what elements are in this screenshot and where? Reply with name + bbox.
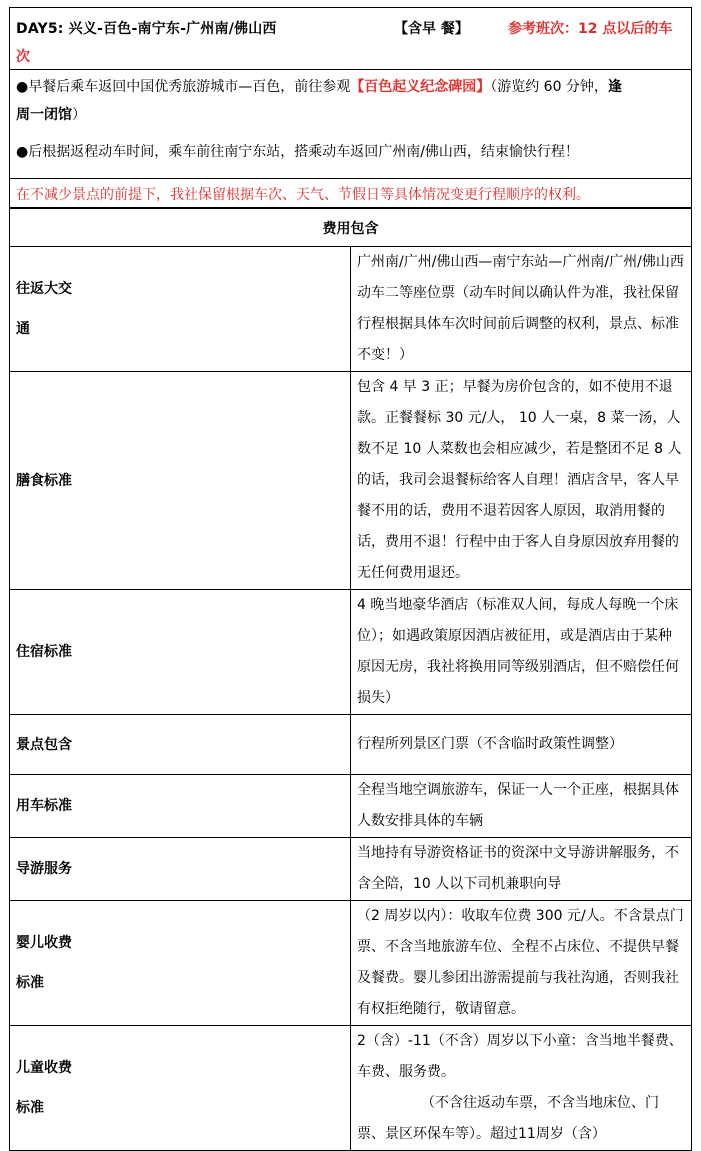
table-row	[10, 775, 692, 838]
day-header	[9, 7, 692, 69]
itinerary-page	[9, 7, 692, 1151]
train-reference: 参考班次：12 点以后的车	[508, 21, 673, 37]
closure-note: 周一闭馆	[16, 107, 72, 123]
row-value: 行程所列景区门票（不含临时政策性调整）	[351, 715, 692, 775]
row-key: 膳食标准	[10, 372, 351, 590]
schedule-notice: 在不减少景点的前提下，我社保留根据车次、天气、节假日等具体情况变更行程顺序的权利。	[9, 179, 692, 208]
table-row	[10, 715, 692, 775]
row-key: 往返大交 通	[10, 247, 351, 372]
row-key: 景点包含	[10, 715, 351, 775]
table-row	[10, 372, 692, 590]
row-value: 2（含）-11（不含）周岁以下小童：含当地半餐费、车费、服务费。 （不含往返动车票，不含当地床位、门票、景区环保车等）。超过11周岁（含）	[351, 1026, 692, 1151]
row-key: 婴儿收费 标准	[10, 901, 351, 1026]
meals-included: 【含早 餐】	[394, 21, 469, 37]
train-reference-cont: 次	[16, 49, 30, 65]
table-row	[10, 838, 692, 901]
day-title: DAY5: 兴义-百色-南宁东-广州南/佛山西	[16, 21, 277, 37]
row-key: 住宿标准	[10, 590, 351, 715]
attraction-highlight: 【百色起义纪念碑园】	[350, 79, 491, 95]
row-value: 4 晚当地豪华酒店（标准双人间，每成人每晚一个床位）；如遇政策原因酒店被征用，或是酒店由于某种原因无房，我社将换用同等级别酒店，但不赔偿任何损失）	[351, 590, 692, 715]
table-row	[10, 590, 692, 715]
row-value: 广州南/广州/佛山西—南宁东站—广州南/广州/佛山西 动车二等座位票（动车时间以确认件为准，我社保留行程根据具体车次时间前后调整的权利，景点、标准不变！）	[351, 247, 692, 372]
fees-table	[9, 208, 692, 1151]
itinerary-paragraph-1: ●早餐后乘车返回中国优秀旅游城市—百色，前往参观【百色起义纪念碑园】（游览约 60 分钟，逢 周一闭馆）	[16, 79, 622, 123]
row-value: （2 周岁以内）：收取车位费 300 元/人。不含景点门票、不含当地旅游车位、全程不占床位、不提供早餐及餐费。婴儿参团出游需提前与我社沟通，否则我社有权拒绝随行，敬请留意。	[351, 901, 692, 1026]
itinerary-description	[9, 69, 692, 179]
table-row	[10, 247, 692, 372]
row-value: 包含 4 早 3 正；早餐为房价包含的，如不使用不退款。正餐餐标 30 元/人， 10 人一桌，8 菜一汤，人数不足 10 人菜数也会相应减少，若是整团不足 8 人的话，我司会退餐标给客人自理！酒店含早，客人早餐不用的话，费用不退若因客人原因，取消用餐的话，费用不退！行程中由于客人自身原因放弃用餐的无任何费用退还。	[351, 372, 692, 590]
row-value: 全程当地空调旅游车，保证一人一个正座，根据具体人数安排具体的车辆	[351, 775, 692, 838]
row-key: 儿童收费 标准	[10, 1026, 351, 1151]
table-row	[10, 901, 692, 1026]
row-key: 导游服务	[10, 838, 351, 901]
row-value: 当地持有导游资格证书的资深中文导游讲解服务，不含全陪，10 人以下司机兼职向导	[351, 838, 692, 901]
itinerary-paragraph-2: ●后根据返程动车时间，乘车前往南宁东站，搭乘动车返回广州南/佛山西，结束愉快行程！	[16, 144, 579, 160]
fees-section-title: 费用包含	[10, 209, 692, 247]
row-key: 用车标准	[10, 775, 351, 838]
table-row	[10, 1026, 692, 1151]
